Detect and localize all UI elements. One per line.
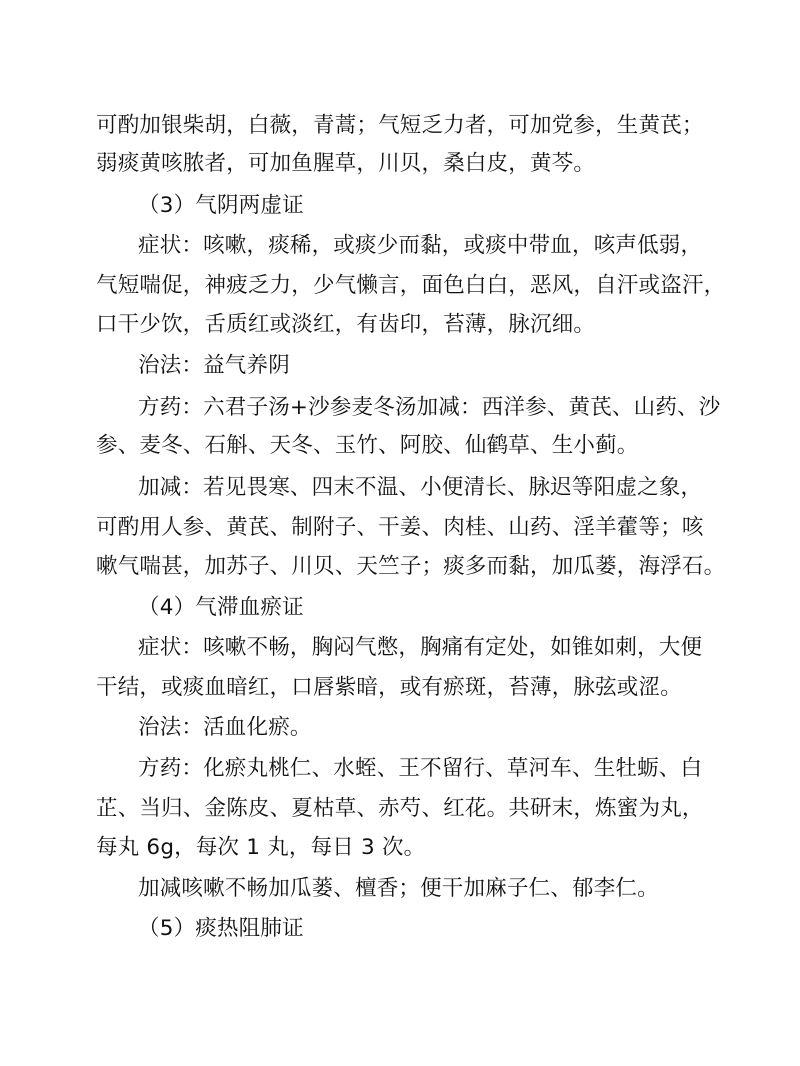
paragraph-line: 弱痰黄咳脓者，可加鱼腥草，川贝，桑白皮，黄芩。 (96, 151, 596, 176)
paragraph-line: 加减：若见畏寒、四末不温、小便清长、脉迟等阳虚之象， (138, 475, 703, 500)
paragraph-line: 参、麦冬、石斛、天冬、玉竹、阿胶、仙鹤草、生小蓟。 (96, 433, 639, 458)
paragraph-line: 症状：咳嗽不畅，胸闷气憋，胸痛有定处，如锥如刺，大便 (138, 635, 703, 660)
paragraph-line: 治法：益气养阴 (138, 353, 290, 378)
paragraph-line: 症状：咳嗽，痰稀，或痰少而黏，或痰中带血，咳声低弱， (138, 233, 703, 258)
paragraph-line: 方药：化瘀丸桃仁、水蛭、王不留行、草河车、生牡蛎、白 (138, 756, 703, 781)
paragraph-line: 嗽气喘甚，加苏子、川贝、天竺子；痰多而黏，加瓜蒌，海浮石。 (96, 554, 726, 579)
section-heading: （5）痰热阻肺证 (138, 916, 304, 941)
paragraph-line: 气短喘促，神疲乏力，少气懒言，面色白白，恶风，自汗或盗汗， (96, 273, 726, 298)
paragraph-line: 干结，或痰血暗红，口唇紫暗，或有瘀斑，苔薄，脉弦或涩。 (96, 675, 682, 700)
paragraph-line: 可酌加银柴胡，白薇，青蒿；气短乏力者，可加党参，生黄芪； (96, 113, 704, 138)
paragraph-line: 治法：活血化瘀。 (138, 715, 312, 740)
paragraph-line: 加减咳嗽不畅加瓜蒌、檀香；便干加麻子仁、郁李仁。 (138, 876, 659, 901)
paragraph-line: 可酌用人参、黄芪、制附子、干姜、肉桂、山药、淫羊藿等；咳 (96, 515, 704, 540)
paragraph-line: 芷、当归、金陈皮、夏枯草、赤芍、红花。共研末，炼蜜为丸， (96, 796, 704, 821)
paragraph-line: 每丸 6g，每次 1 丸，每日 3 次。 (96, 835, 426, 860)
section-heading: （3）气阴两虚证 (138, 193, 304, 218)
paragraph-line: 方药：六君子汤+沙参麦冬汤加减：西洋参、黄芪、山药、沙 (138, 395, 721, 420)
paragraph-line: 口干少饮，舌质红或淡红，有齿印，苔薄，脉沉细。 (96, 312, 596, 337)
section-heading: （4）气滞血瘀证 (138, 595, 304, 620)
